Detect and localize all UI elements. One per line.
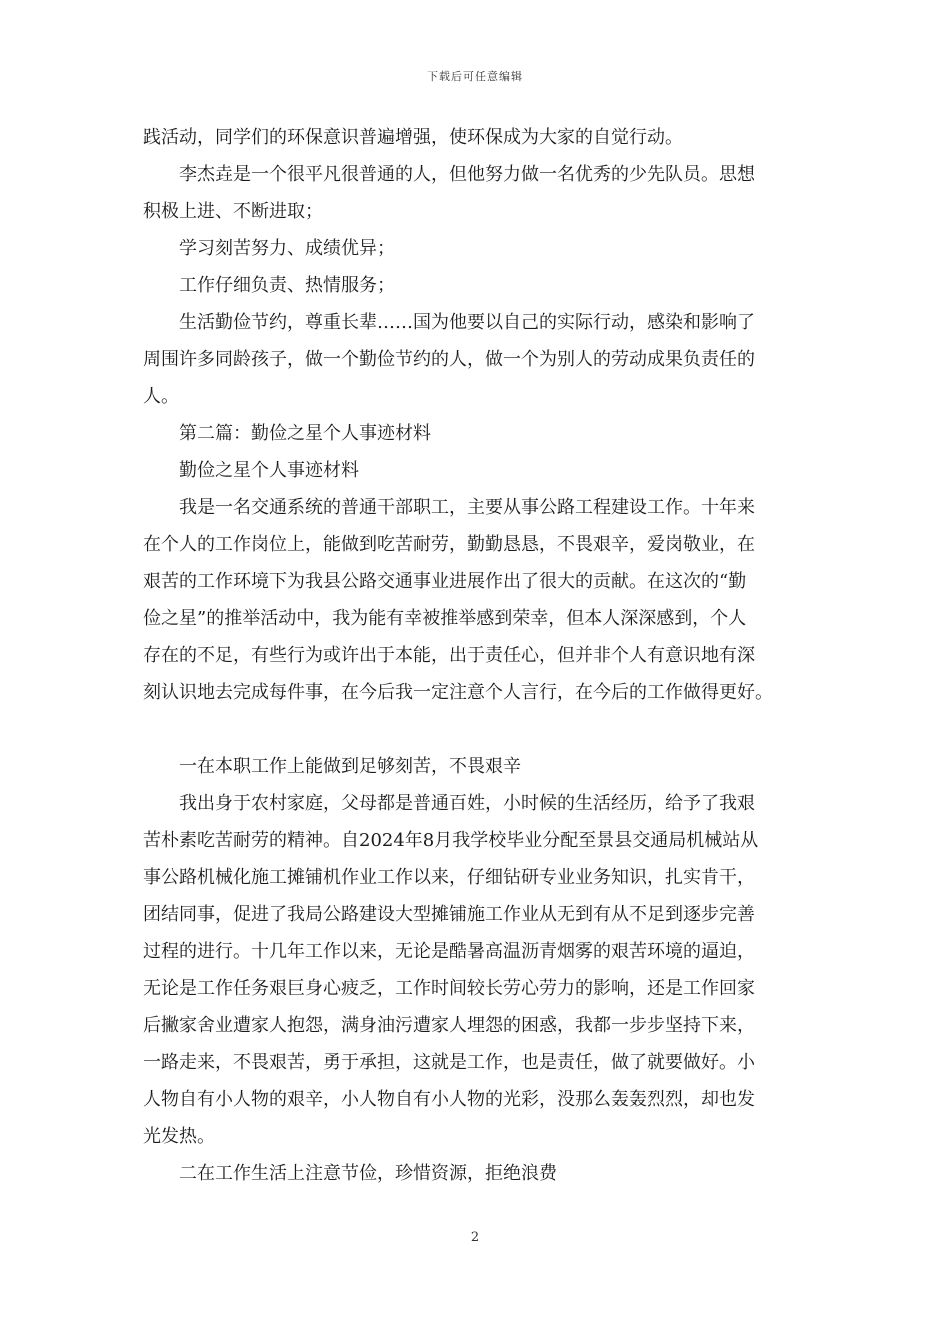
text-line: 存在的不足，有些行为或许出于本能，出于责任心，但并非个人有意识地有深 — [143, 645, 755, 666]
section-heading: 二在工作生活上注意节俭，珍惜资源，拒绝浪费 — [143, 1163, 557, 1184]
text-line: 李杰垚是一个很平凡很普通的人，但他努力做一名优秀的少先队员。思想 — [143, 164, 755, 185]
text-line: 事公路机械化施工摊铺机作业工作以来，仔细钻研专业业务知识，扎实肯干， — [143, 867, 755, 888]
text-line: 践活动，同学们的环保意识普遍增强，使环保成为大家的自觉行动。 — [143, 127, 683, 148]
text-line: 艰苦的工作环境下为我县公路交通事业进展作出了很大的贡献。在这次的“勤 — [143, 571, 747, 592]
text-line: 积极上进、不断进取； — [143, 201, 323, 222]
text-line: 周围许多同龄孩子，做一个勤俭节约的人，做一个为别人的劳动成果负责任的 — [143, 349, 755, 370]
text-line: 在个人的工作岗位上，能做到吃苦耐劳，勤勤恳恳，不畏艰辛，爱岗敬业，在 — [143, 534, 755, 555]
text-line: 工作仔细负责、热情服务； — [143, 275, 395, 296]
text-line: 后撇家舍业遭家人抱怨，满身油污遭家人埋怨的困惑，我都一步步坚持下来， — [143, 1015, 755, 1036]
text-line: 无论是工作任务艰巨身心疲乏，工作时间较长劳心劳力的影响，还是工作回家 — [143, 978, 755, 999]
text-line: 我是一名交通系统的普通干部职工，主要从事公路工程建设工作。十年来 — [143, 497, 755, 518]
document-body — [143, 119, 823, 1192]
text-line: 光发热。 — [143, 1126, 215, 1147]
text-line: 人。 — [143, 386, 179, 407]
text-line: 团结同事，促进了我局公路建设大型摊铺施工作业从无到有从不足到逐步完善 — [143, 904, 755, 925]
text-line: 刻认识地去完成每件事，在今后我一定注意个人言行，在今后的工作做得更好。 — [143, 682, 773, 703]
page-number: 2 — [470, 1230, 480, 1245]
text-line: 我出身于农村家庭，父母都是普通百姓，小时候的生活经历，给予了我艰 — [143, 793, 755, 814]
text-line: 人物自有小人物的艰辛，小人物自有小人物的光彩，没那么轰轰烈烈，却也发 — [143, 1089, 755, 1110]
section-heading: 一在本职工作上能做到足够刻苦，不畏艰辛 — [143, 756, 521, 777]
text-line: 学习刻苦努力、成绩优异； — [143, 238, 395, 259]
text-line: 苦朴素吃苦耐劳的精神。自2024年8月我学校毕业分配至景县交通局机械站从 — [143, 830, 759, 851]
page-header: 下载后可任意编辑 — [427, 70, 523, 83]
text-line: 俭之星”的推举活动中，我为能有幸被推举感到荣幸，但本人深深感到，个人 — [143, 608, 747, 629]
section-heading: 第二篇：勤俭之星个人事迹材料 — [143, 423, 431, 444]
text-line: 一路走来，不畏艰苦，勇于承担，这就是工作，也是责任，做了就要做好。小 — [143, 1052, 755, 1073]
text-line: 生活勤俭节约，尊重长辈……国为他要以自己的实际行动，感染和影响了 — [143, 312, 755, 333]
section-subheading: 勤俭之星个人事迹材料 — [143, 460, 359, 481]
blank-line — [143, 711, 823, 748]
text-line: 过程的进行。十几年工作以来，无论是酷暑高温沥青烟雾的艰苦环境的逼迫， — [143, 941, 755, 962]
